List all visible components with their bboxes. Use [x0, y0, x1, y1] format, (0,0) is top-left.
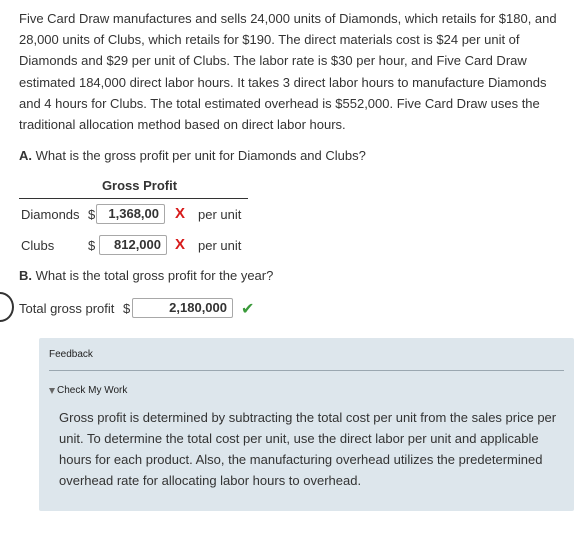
question-a — [19, 148, 366, 164]
check-my-work-label: Check My Work — [57, 385, 128, 396]
unit-label: per unit — [198, 238, 242, 253]
question-a-letter: A. — [19, 148, 32, 163]
diamonds-gross-profit-input[interactable]: 1,368,00 — [96, 204, 165, 224]
incorrect-x-icon: X — [175, 205, 186, 222]
question-a-text: What is the gross profit per unit for Diamonds and Clubs? — [35, 148, 366, 163]
feedback-divider — [49, 370, 564, 371]
total-gross-profit-label: Total gross profit — [19, 301, 115, 316]
row-label: Diamonds — [21, 207, 80, 222]
unit-label: per unit — [198, 207, 242, 222]
triangle-down-icon — [49, 388, 55, 394]
question-b-text: What is the total gross profit for the year? — [35, 268, 274, 283]
feedback-text: Gross profit is determined by subtracting the total cost per unit from the sales price per unit. To determine the total cost per unit, use the direct labor per unit and applicable hours for each product. Also, the manufacturing overhead utilizes the predetermined overhead rate for allocating labor hours to overhead. — [59, 410, 557, 488]
incorrect-x-icon: X — [175, 236, 186, 253]
currency-symbol: $ — [88, 207, 96, 222]
currency-symbol: $ — [88, 238, 96, 253]
feedback-panel — [39, 338, 574, 511]
feedback-title: Feedback — [49, 349, 93, 360]
problem-statement: Five Card Draw manufactures and sells 24,000 units of Diamonds, which retails for $180, and 28,000 units of Clubs, which retails for $190. The direct materials cost is $24 per unit of Diamonds and $29 per unit of Clubs. The labor rate is $30 per hour, and Five Card Draw estimated 184,000 direct labor hours. It takes 3 direct labor hours to manufacture Diamonds and 4 hours for Clubs. The total estimated overhead is $552,000. Five Card Draw uses the traditional allocation method based on direct labor hours. — [19, 11, 557, 133]
table-header — [19, 178, 248, 199]
side-indicator-circle — [0, 292, 14, 322]
table-header-label: Gross Profit — [101, 178, 178, 193]
currency-symbol: $ — [123, 301, 131, 316]
total-gross-profit-input[interactable]: 2,180,000 — [132, 298, 233, 318]
clubs-gross-profit-input[interactable]: 812,000 — [99, 235, 167, 255]
question-b-letter: B. — [19, 268, 32, 283]
correct-check-icon: ✔ — [241, 301, 255, 318]
check-my-work-toggle[interactable] — [49, 385, 127, 396]
question-b — [19, 268, 273, 284]
row-label: Clubs — [21, 238, 55, 253]
